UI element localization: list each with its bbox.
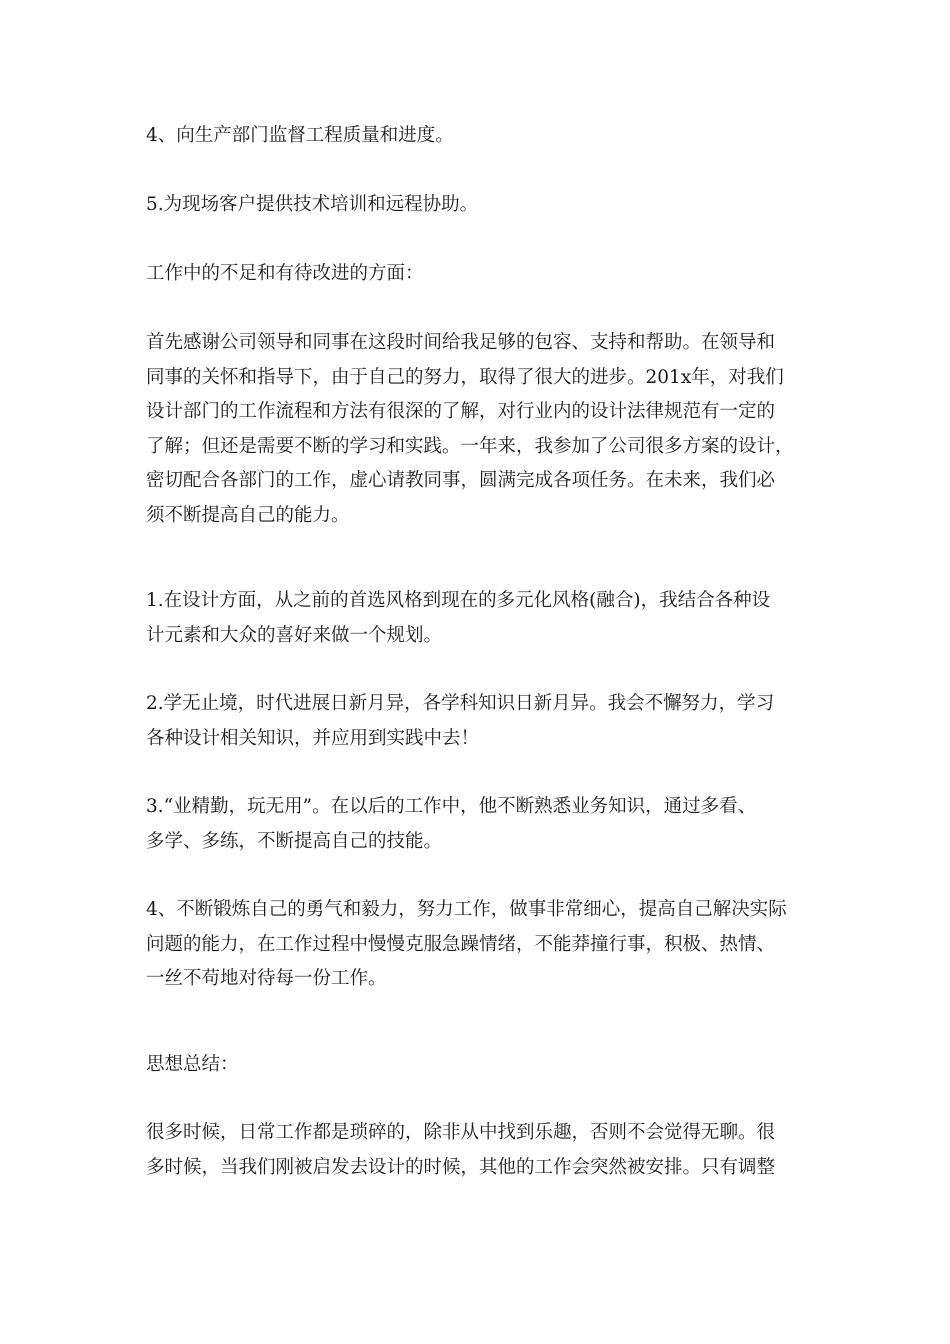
section-heading-shortcomings — [146, 257, 811, 292]
text-line: 了解；但还是需要不断的学习和实践。一年来，我参加了公司很多方案的设计， — [146, 435, 794, 457]
list-item-1-design-style — [146, 584, 811, 653]
list-item-5-customer-training — [146, 188, 811, 223]
text-line: 密切配合各部门的工作，虚心请教同事，圆满完成各项任务。在未来，我们必 — [146, 470, 776, 491]
text-line: 同事的关怀和指导下，由于自己的努力，取得了很大的进步。201x年，对我们 — [146, 366, 784, 388]
text-line: 很多时候，日常工作都是琐碎的，除非从中找到乐趣，否则不会觉得无聊。很 — [146, 1122, 776, 1143]
paragraph-thanks — [146, 326, 811, 533]
text-line: 计元素和大众的喜好来做一个规划。 — [146, 624, 443, 646]
section-heading-summary — [146, 1048, 811, 1083]
text-line: 须不断提高自己的能力。 — [146, 504, 350, 526]
text-line: 工作中的不足和有待改进的方面： — [146, 263, 424, 284]
text-line: 多学、多练，不断提高自己的技能。 — [146, 830, 443, 852]
text-line: 2.学无止境，时代进展日新月异，各学科知识日新月异。我会不懈努力，学习 — [146, 693, 775, 714]
list-item-4-production-supervision — [146, 119, 811, 154]
text-line: 多时候，当我们刚被启发去设计的时候，其他的工作会突然被安排。只有调整 — [146, 1156, 776, 1178]
text-line: 思想总结： — [146, 1054, 239, 1075]
paragraph-summary — [146, 1116, 811, 1185]
text-line: 5.为现场客户提供技术培训和远程协助。 — [146, 194, 479, 215]
list-item-2-learning — [146, 687, 811, 756]
text-line: 首先感谢公司领导和同事在这段时间给我足够的包容、支持和帮助。在领导和 — [146, 332, 776, 353]
text-line: 4、向生产部门监督工程质量和进度。 — [146, 125, 454, 146]
text-line: 3.“业精勤，玩无用”。在以后的工作中，他不断熟悉业务知识，通过多看、 — [146, 796, 757, 817]
list-item-3-diligence — [146, 790, 811, 859]
text-line: 一丝不苟地对待每一份工作。 — [146, 968, 387, 989]
text-line: 4、不断锻炼自己的勇气和毅力，努力工作，做事非常细心，提高自己解决实际 — [146, 899, 787, 920]
list-item-4-perseverance — [146, 893, 811, 997]
text-line: 各种设计相关知识，并应用到实践中去！ — [146, 727, 480, 749]
text-line: 1.在设计方面，从之前的首选风格到现在的多元化风格(融合)，我结合各种设 — [146, 590, 771, 611]
text-line: 问题的能力，在工作过程中慢慢克服急躁情绪，不能莽撞行事，积极、热情、 — [146, 933, 776, 955]
text-line: 设计部门的工作流程和方法有很深的了解，对行业内的设计法律规范有一定的 — [146, 401, 776, 422]
